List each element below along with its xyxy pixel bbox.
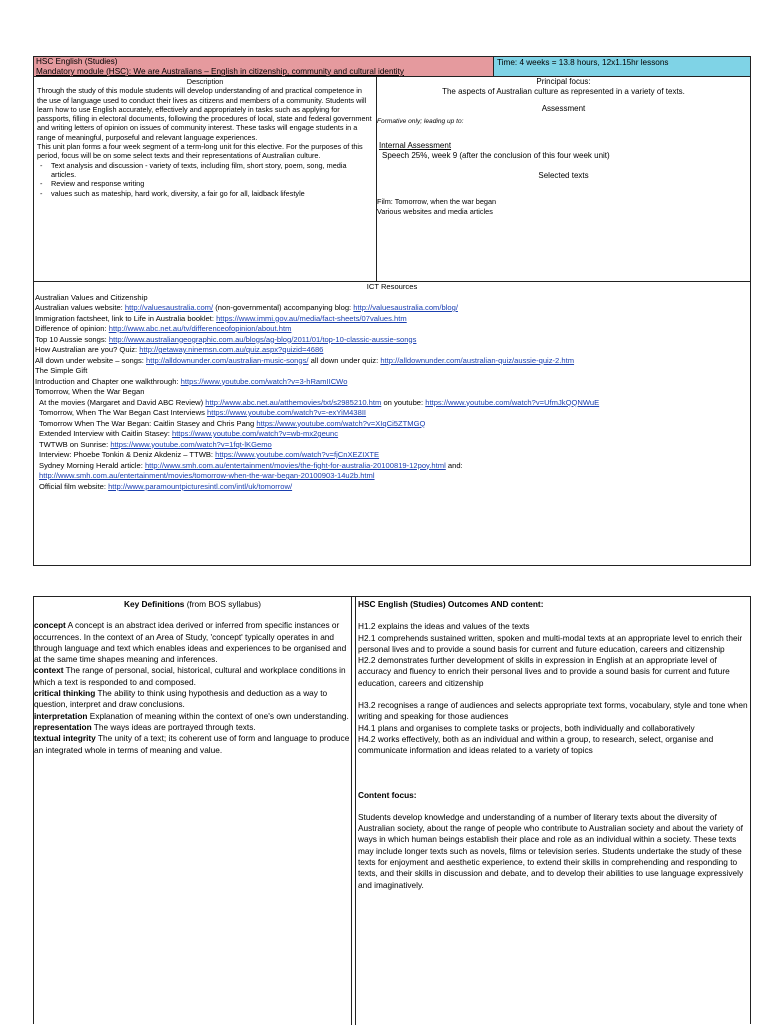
resource-line bbox=[35, 461, 749, 472]
resource-text: Tomorrow, When The War Began Cast Interviews bbox=[39, 408, 207, 417]
selected-text-item: Various websites and media articles bbox=[377, 207, 493, 216]
definition-text: The range of personal, social, historical, cultural and workplace conditions in which a text is responded to and composed. bbox=[34, 665, 346, 687]
internal-assessment-title: Internal Assessment bbox=[379, 141, 452, 150]
resource-line bbox=[35, 324, 749, 335]
resource-line bbox=[35, 398, 749, 409]
ict-resources-list bbox=[35, 293, 749, 493]
resource-line bbox=[35, 345, 749, 356]
definition-item bbox=[34, 722, 351, 733]
definition-term: context bbox=[34, 665, 64, 676]
resource-text: At the movies (Margaret and David ABC Review) bbox=[39, 397, 206, 407]
outcome-item: H2.2 demonstrates further development of skills in expression in English at an appropriate level of accuracy and fluency to enrich their personal lives and to provide a sound basis for current and future education, careers and citizenship bbox=[358, 655, 730, 688]
content-focus-heading: Content focus: bbox=[358, 789, 417, 800]
resource-link[interactable]: https://www.youtube.com/watch?v=wb-mx2geunc bbox=[171, 429, 339, 438]
list-item: - values such as mateship, hard work, diversity, a fair go for all, laidback lifestyle bbox=[51, 189, 373, 198]
ict-resources-title: ICT Resources bbox=[366, 282, 418, 291]
resource-text: The Simple Gift bbox=[35, 366, 88, 375]
resource-text: Introduction and Chapter one walkthrough: bbox=[35, 376, 181, 386]
ict-resources-cell bbox=[33, 282, 751, 566]
resource-link[interactable]: http://www.smh.com.au/entertainment/movies/the-fight-for-australia-20100819-12poy.html bbox=[144, 460, 446, 470]
definition-text: Explanation of meaning within the context of one's own understanding. bbox=[87, 710, 349, 721]
resource-text: Tomorrow When The War Began: Caitlin Stasey and Chris Pang bbox=[39, 418, 257, 428]
resource-text: Interview: Phoebe Tonkin & Deniz Akdeniz – TTWB: bbox=[39, 450, 216, 459]
key-definitions-heading-source: (from BOS syllabus) bbox=[184, 599, 261, 609]
time-allocation: Time: 4 weeks = 13.8 hours, 12x1.15hr lessons bbox=[494, 56, 751, 77]
selected-text-item: Film: Tomorrow, when the war began bbox=[377, 197, 497, 206]
resource-link[interactable]: https://www.youtube.com/watch?v=-exYiM438II bbox=[206, 408, 367, 417]
outcomes-cell bbox=[355, 597, 752, 1025]
resource-link[interactable]: http://valuesaustralia.com/blog/ bbox=[353, 303, 458, 312]
resource-link[interactable]: http://www.paramountpicturesintl.com/intl/uk/tomorrow/ bbox=[108, 481, 293, 491]
resource-link[interactable]: http://www.smh.com.au/entertainment/movies/tomorrow-when-the-war-began-20100903-14u2b.html bbox=[39, 471, 375, 480]
outcomes-heading: HSC English (Studies) Outcomes AND content: bbox=[358, 599, 544, 609]
resource-text: all down under quiz: bbox=[308, 355, 381, 365]
resource-link[interactable]: http://alldownunder.com/australian-quiz/aussie-quiz-2.htm bbox=[380, 355, 575, 365]
resource-text: TWTWB on Sunrise: bbox=[39, 439, 111, 449]
resource-link[interactable]: https://www.youtube.com/watch?v=1fqt-lKGemo bbox=[110, 439, 272, 449]
definition-item bbox=[34, 711, 351, 722]
resource-link[interactable]: http://www.abc.net.au/atthemovies/txt/s2985210.htm bbox=[205, 397, 382, 407]
description-list bbox=[37, 161, 373, 198]
internal-assessment-text: Speech 25%, week 9 (after the conclusion of this four week unit) bbox=[382, 151, 610, 160]
resource-text: Difference of opinion: bbox=[35, 324, 109, 333]
resource-line bbox=[35, 482, 749, 493]
description-title: Description bbox=[186, 77, 224, 86]
outcomes-group bbox=[358, 700, 750, 756]
resource-text: Top 10 Aussie songs: bbox=[35, 334, 109, 344]
resource-link[interactable]: http://www.australiangeographic.com.au/blogs/ag-blog/2011/01/top-10-classic-aussie-songs bbox=[108, 334, 417, 344]
definition-text: A concept is an abstract idea derived or inferred from specific instances or occurrences. In the context of an Area of Study, 'concept' typically operates in and through language and text which enables ideas and experiences to be organised and at the same time shapes meaning and inferences. bbox=[34, 620, 347, 665]
resource-line bbox=[35, 293, 749, 304]
resource-text: (non-governmental) accompanying blog: bbox=[213, 303, 354, 312]
outcome-item: H4.1 plans and organises to complete tasks or projects, both individually and collaboratively bbox=[358, 722, 695, 733]
resource-line bbox=[35, 471, 749, 482]
resource-link[interactable]: http://valuesaustralia.com/ bbox=[124, 303, 214, 312]
outcome-item: H2.1 comprehends sustained written, spoken and multi-modal texts at an appropriate level to enrich their personal lives and to provide a sound basis for current and future education, careers and citizenship bbox=[358, 632, 743, 654]
resource-text: Tomorrow, When the War Began bbox=[35, 387, 145, 396]
resource-link[interactable]: https://www.youtube.com/watch?v=3-hRamIICWo bbox=[180, 376, 348, 386]
definition-term: interpretation bbox=[34, 710, 88, 721]
definition-term: critical thinking bbox=[34, 688, 96, 699]
resource-text: and: bbox=[445, 460, 463, 470]
course-header bbox=[33, 56, 494, 77]
outcome-item: H3.2 recognises a range of audiences and selects appropriate text forms, vocabulary, style and tone when writing and speaking for those audiences bbox=[358, 700, 748, 722]
resource-link[interactable]: http://getaway.ninemsn.com.au/quiz.aspx?quizid=4686 bbox=[139, 345, 324, 354]
outcomes-group bbox=[358, 621, 750, 689]
definition-text: The unity of a text; its coherent use of form and language to produce an integrated whole in terms of meaning and value. bbox=[34, 733, 350, 755]
outcome-item: H1.2 explains the ideas and values of the texts bbox=[358, 621, 530, 632]
resource-line bbox=[35, 387, 749, 398]
definition-term: concept bbox=[34, 620, 66, 631]
key-definitions-list bbox=[34, 620, 351, 756]
resource-text: on youtube: bbox=[381, 397, 426, 407]
resource-text: Australian Values and Citizenship bbox=[35, 292, 148, 302]
resource-link[interactable]: https://www.youtube.com/watch?v=XIqCi5ZTMGQ bbox=[256, 418, 426, 428]
definition-item bbox=[34, 688, 351, 711]
resource-line bbox=[35, 356, 749, 367]
definition-text: The ability to think using hypothesis and deduction as a way to question, interpret and draw conclusions. bbox=[34, 688, 328, 710]
principal-focus-text: The aspects of Australian culture as represented in a variety of texts. bbox=[442, 87, 685, 96]
selected-texts-title: Selected texts bbox=[538, 171, 589, 180]
resource-text: Extended Interview with Caitlin Stasey: bbox=[39, 429, 172, 438]
description-paragraph: This unit plan forms a four week segment of a term-long unit for this elective. For the purposes of this period, focus will be on some select texts and their representations of Australian culture. bbox=[37, 142, 363, 161]
content-focus-text: Students develop knowledge and understanding of a number of literary texts about the diversity of Australian society, about the range of people who contribute to Australian society and about the variety of ways in which human beings establish their place and role as an individual within a society. These texts may include longer texts such as novels, films or television series. Students undertake the study of these texts for enjoyment and aesthetic experience, to extend their skills in comprehending and responding to texts, and their skills in discussion and debate, and to develop their abilities to use language expressively and imaginatively. bbox=[358, 811, 744, 890]
outcome-item: H4.2 works effectively, both as an individual and within a group, to research, select, organise and communicate information and ideas related to a variety of topics bbox=[358, 733, 714, 756]
resource-text: All down under website – songs: bbox=[35, 355, 147, 365]
description-paragraph: Through the study of this module students will develop understanding of and practical competence in the use of language used to conduct their lives as citizens and members of a community. Students will learn how to use English accurately, effectively and appropriately in tasks such as applying for passports, filling in electoral documents, following the procedures of local, state and federal government and writing letters of opinion on issues of community interest. These tasks will engage students in a range of meaningful, purposeful and relevant language experiences. bbox=[37, 86, 372, 142]
resource-line bbox=[35, 419, 749, 430]
resource-text: Official film website: bbox=[39, 481, 109, 491]
resource-line bbox=[35, 377, 749, 388]
resource-link[interactable]: https://www.youtube.com/watch?v=UfmJkQQNWuE bbox=[425, 397, 600, 407]
resource-line bbox=[35, 408, 749, 419]
principal-focus-title: Principal focus: bbox=[536, 77, 591, 86]
resource-link[interactable]: http://www.abc.net.au/tv/differenceofopinion/about.htm bbox=[108, 324, 292, 333]
key-definitions-heading-bold: Key Definitions bbox=[124, 599, 185, 609]
resource-line bbox=[35, 314, 749, 325]
resource-line bbox=[35, 335, 749, 346]
definition-item bbox=[34, 733, 351, 756]
formative-note: Formative only; leading up to: bbox=[377, 118, 464, 125]
resource-line bbox=[35, 450, 749, 461]
key-definitions-heading bbox=[34, 599, 351, 610]
list-item: - Review and response writing bbox=[51, 179, 373, 188]
definition-term: textual integrity bbox=[34, 733, 96, 744]
resource-line bbox=[35, 303, 749, 314]
resource-line bbox=[35, 429, 749, 440]
outcomes-table bbox=[33, 596, 751, 1024]
definition-text: The ways ideas are portrayed through texts. bbox=[91, 721, 256, 732]
resource-text: Immigration factsheet, link to Life in Australia booklet: bbox=[35, 313, 217, 323]
principal-focus-cell bbox=[377, 77, 751, 282]
course-title: HSC English (Studies) bbox=[36, 57, 118, 66]
assessment-title: Assessment bbox=[541, 104, 586, 113]
resource-text: Sydney Morning Herald article: bbox=[39, 460, 145, 470]
resource-link[interactable]: https://www.immi.gov.au/media/fact-sheets/07values.htm bbox=[216, 313, 407, 323]
resource-text: Australian values website: bbox=[35, 303, 125, 312]
resource-link[interactable]: https://www.youtube.com/watch?v=fjCnXEZIXTE bbox=[215, 450, 380, 459]
resource-line bbox=[35, 366, 749, 377]
description-cell bbox=[33, 77, 377, 282]
definition-item bbox=[34, 665, 351, 688]
module-title: Mandatory module (HSC): We are Australians – English in citizenship, community and cultural identity bbox=[36, 67, 404, 76]
resource-line bbox=[35, 440, 749, 451]
definition-item bbox=[34, 620, 351, 665]
definition-term: representation bbox=[34, 721, 92, 732]
key-definitions-cell bbox=[34, 597, 352, 1025]
resource-text: How Australian are you? Quiz: bbox=[35, 345, 140, 354]
list-item: - Text analysis and discussion - variety of texts, including film, short story, poem, song, media articles. bbox=[51, 161, 373, 180]
resource-link[interactable]: http://alldownunder.com/australian-music-songs/ bbox=[146, 355, 309, 365]
